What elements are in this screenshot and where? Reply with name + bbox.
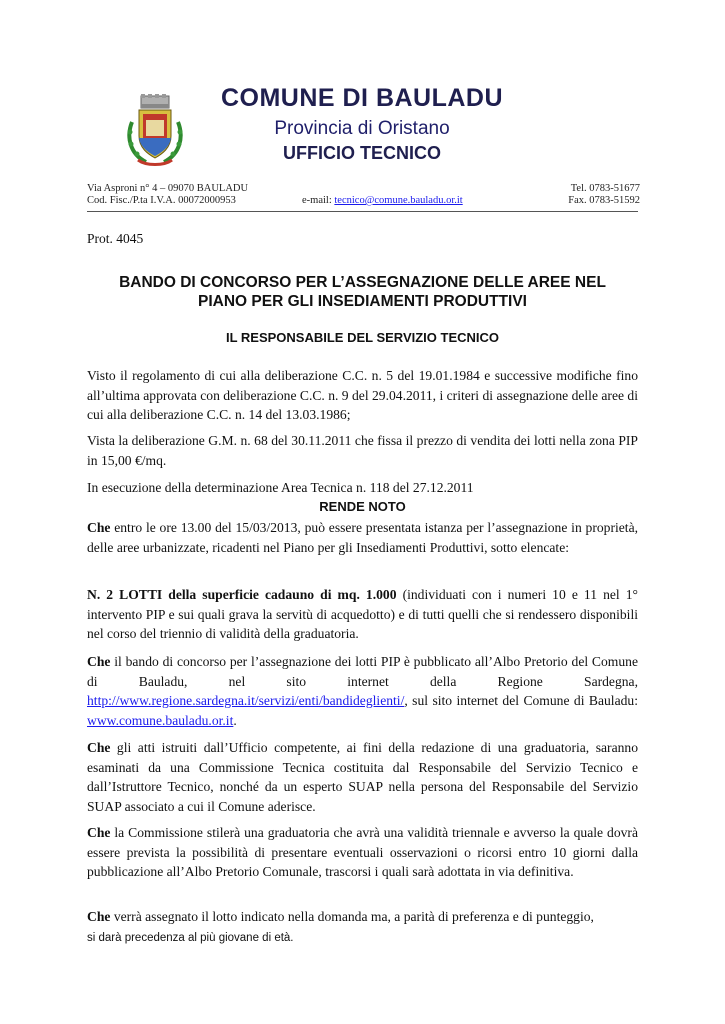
paragraph-che-2-text-b: , sul sito internet del Comune di Bauladu: [404,693,638,708]
paragraph-che-1-text: entro le ore 13.00 del 15/03/2013, può essere presentata istanza per l’assegnazione in proprietà, delle aree urbanizzate, ricadenti nel Piano per gli Insediamenti Produttivi, sotto elencate: [87,520,638,555]
comune-link[interactable]: www.comune.bauladu.or.it [87,712,234,728]
title-line-2: PIANO PER GLI INSEDIAMENTI PRODUTTIVI [198,293,527,310]
paragraph-che-2 [87,652,638,730]
paragraph-esecuzione: In esecuzione della determinazione Area Tecnica n. 118 del 27.12.2011 [87,480,474,495]
paragraph-visto: Visto il regolamento di cui alla deliberazione C.C. n. 5 del 19.01.1984 e successive modifiche fino all’ultima approvata con deliberazione C.C. n. 9 del 29.04.2011, i criteri di assegnazione delle aree di cui alla deliberazione C.C. n. 14 del 13.03.1986; [87,368,638,422]
header-divider [87,211,638,212]
protocol-number: Prot. 4045 [87,231,144,246]
email-label: e-mail: [302,195,335,206]
region-link[interactable]: http://www.regione.sardegna.it/servizi/enti/bandideglienti/ [87,693,405,708]
office-name: UFFICIO TECNICO [283,143,441,163]
address-line: Via Asproni n° 4 – 09070 BAULADU [87,183,249,194]
title-line-1: BANDO DI CONCORSO PER L’ASSEGNAZIONE DELLE AREE NEL [119,274,606,291]
paragraph-che-3 [87,738,638,816]
che-label: Che [87,654,111,669]
coat-of-arms-icon [124,92,186,168]
paragraph-che-2-end: . [233,712,237,728]
paragraph-che-4 [87,823,638,882]
email-block [302,195,463,207]
che-label: Che [87,825,111,840]
paragraph-che-5-text-b: si darà precedenza al più giovane di età. [87,931,294,944]
telephone: Tel. 0783-51677 [570,183,640,194]
paragraph-che-3-text: gli atti istruiti dall’Ufficio competente, ai fini della redazione di una graduatoria, saranno esaminati da una Commissione Tecnica costituita dal Responsabile del Servizio Tecnico e dall’Istruttore Tecnico, nonché da un esperto SUAP nella persona del Responsabile del Servizio SUAP associato a cui il Comune aderisce. [87,740,638,814]
email-link[interactable]: tecnico@comune.bauladu.or.it [334,195,463,206]
paragraph-che-2-text: il bando di concorso per l’assegnazione dei lotti PIP è pubblicato all’Albo Pretorio del Comune di Bauladu, nel sito internet della Regione Sardegna, [87,654,638,689]
fax: Fax. 0783-51592 [568,195,640,206]
document-subtitle: IL RESPONSABILE DEL SERVIZIO TECNICO [225,330,500,345]
province-name: Provincia di Oristano [274,118,450,139]
document-title [87,273,638,311]
paragraph-che-5-text: verrà assegnato il lotto indicato nella domanda ma, a parità di preferenza e di punteggio, [110,909,594,924]
paragraph-che-1 [87,518,638,557]
che-label: Che [87,740,111,755]
paragraph-lotti [87,585,638,644]
che-label: Che [87,520,111,535]
paragraph-lotti-text: (individuati con i numeri 10 e 11 nel 1° intervento PIP e sui quali grava la servitù di acquedotto) e di tutti quelli che si rendessero disponibili nel corso del triennio di validità della graduatoria. [87,587,638,641]
paragraph-che-4-text: la Commissione stilerà una graduatoria che avrà una validità triennale e avverso la quale dovrà essere prevista la possibilità di presentare eventuali osservazioni o ricorsi entro 10 giorni dalla pubblicazione all’Albo Pretorio Comunale, trascorsi i quali sarà adottata in via definitiva. [87,825,638,879]
lotti-bold: N. 2 LOTTI della superficie cadauno di mq. 1.000 [87,587,397,602]
municipality-title: COMUNE DI BAULADU [220,84,504,112]
paragraph-che-5 [87,907,638,948]
phone-block [560,183,640,207]
section-heading: RENDE NOTO [319,499,406,514]
fiscal-code: Cod. Fisc./P.ta I.V.A. 00072000953 [87,195,236,206]
address-block [87,183,248,207]
paragraph-vista: Vista la deliberazione G.M. n. 68 del 30.11.2011 che fissa il prezzo di vendita dei lotti nella zona PIP in 15,00 €/mq. [87,433,638,468]
che-label: Che [87,909,111,924]
